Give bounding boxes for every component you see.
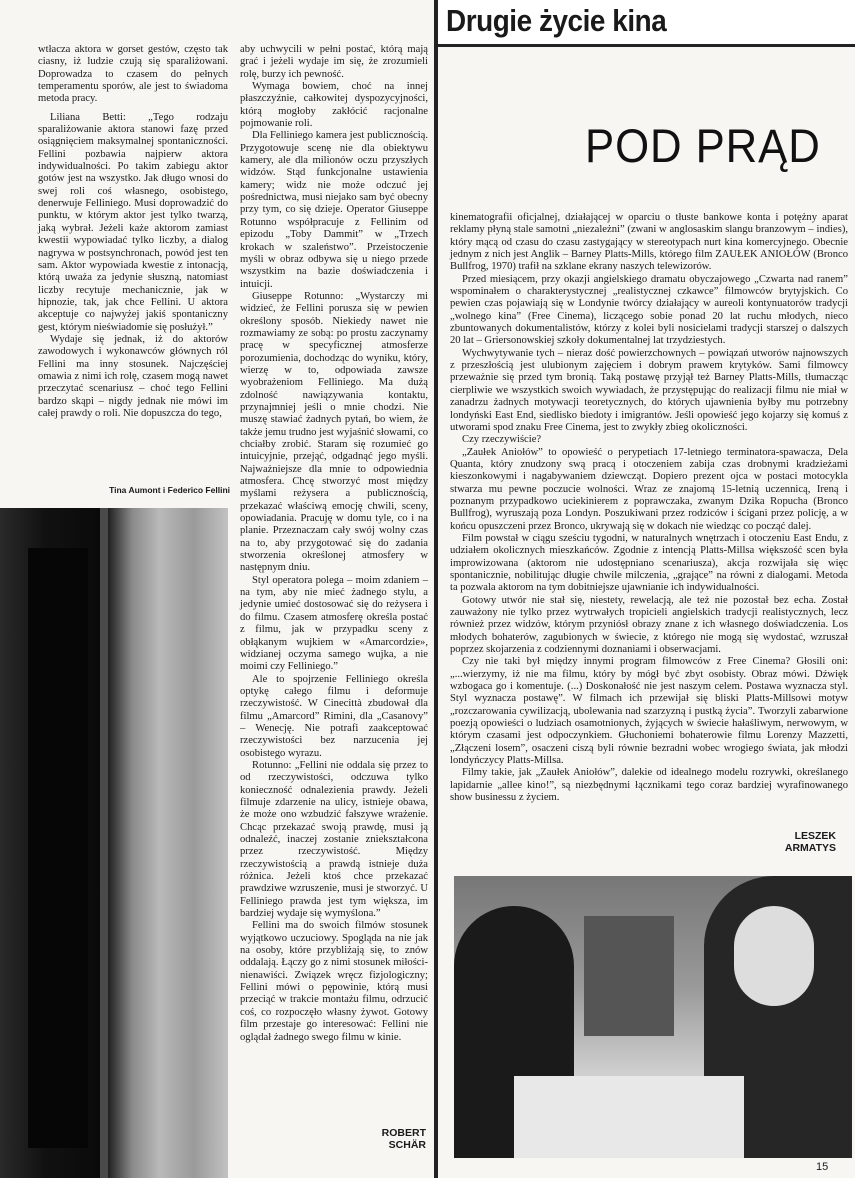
paragraph: Rotunno: „Fellini nie oddala się przez to od rzeczywistości, odczuwa tylko konieczność odnalezienia prawdy. Jeżeli filmuje zdarzenie na ulicy, istnieje obawa, że może ono wzbudzić fałszywe wrażenie. Chcąc przekazać swoją prawdę, musi ją odnaleźć, inaczej zostanie zniekształcona przez rzeczywistość. Między rzeczywistością a prawdą istnieje duża różnica. Jeżeli ktoś chce przekazać prawdziwe wzruszenie, musi je stworzyć. U Felliniego prawda jest tym większa, im bardziej wydaje się wymyślona.”	[240, 759, 428, 920]
paragraph: Film powstał w ciągu sześciu tygodni, w naturalnych wnętrzach i otoczeniu East Endu, z udziałem okolicznych mieszkańców. Zgodnie z intencją Platts-Millsa większość scen była improwizowana (aktorom nie udostępniano scenariusza), akcja rozwijała się więc spontanicznie, nobilitując długie chwile milczenia, „grające” na równi z dialogami. Metoda ta pozwala aktorom na tym dobitniejsze ujawnianie ich indywidualności.	[450, 532, 848, 594]
paragraph: Czy nie taki był między innymi program filmowców z Free Cinema? Głosili oni: „...wierzymy, iż nie ma filmu, który by mógł być zbyt osobisty. Obraz mówi. Dźwięk wzbogaca go i komentuje. (...) Doskonałość nie jest naszym celem. Postawa wyznacza styl. Styl wyznacza postawę”. W filmach ich przewijał się bliski Platts-Millsowi motyw „rozczarowania cywilizacją, ubolewania nad szarzyzną i pustką życia”. Tworzyli zabarwione poezją opowieści o ludziach osamotnionych, żyjących w świecie hałaśliwym, nerwowym, w którym czasami jest odpoczynkiem. Głuchoniemi bohaterowie filmu Lorenzy Mazzetti, „Złączeni losem”, osaczeni ciszą byli równie bezradni wobec wrogiego świata, jak młodzi londyńczycy Platts-Millsa.	[450, 656, 848, 767]
column-divider	[434, 0, 438, 1178]
author-signature	[340, 1127, 426, 1151]
paragraph: Fellini ma do swoich filmów stosunek wyjątkowo uczuciowy. Spogląda na nie jak na osoby, które przybliżają się, to znów oddalają. Łączy go z nimi stosunek miłości-nienawiści. Związek wręcz fizjologiczny; Fellini mówi o pępowinie, którą musi przeciąć w trakcie montażu filmu, odrzucić coś, co rozpoczęło własny żywot. Gotowy film przestaje go interesować: Fellini nie oglądał żadnego swego filmu w kinie.	[240, 920, 428, 1043]
header-rule	[438, 44, 855, 47]
left-column-1	[38, 44, 228, 420]
author-signature	[740, 830, 836, 854]
paragraph: Wydaje się jednak, iż do aktorów zawodowych i wykonawców głównych ról Fellini ma inny stosunek. Najczęściej omawia z nimi ich rolę, czasem mogą nawet przeczytać scenariusz – choć tego Fellini bardzo skąpi – nigdy jednak nie mówi im całej prawdy o roli. Nie dopuszcza do tego,	[38, 333, 228, 419]
paragraph: aby uchwycili w pełni postać, którą mają grać i jeżeli wydaje im się, że zrozumieli rolę, burzy ich pewność.	[240, 44, 428, 80]
photo-fellini	[0, 508, 228, 1178]
section-title: Drugie życie kina	[446, 3, 667, 38]
photo-edge	[100, 508, 108, 1178]
photo-table	[514, 1076, 744, 1158]
paragraph: kinematografii oficjalnej, działającej w oparciu o tłuste bankowe konta i potężny aparat reklamy płyną stale samotni „niezależni” (zwani w anglosaskim slangu branzowym – indies), który mącą od czasu do czasu zastygający w stereotypach nurt kina komercyjnego. Obecnie jednym z nich jest Anglik – Barney Platts-Mills, którego film ZAUŁEK ANIOŁÓW (Bronco Bullfrog, 1970) trafił na szklane ekrany naszych telewizorów.	[450, 212, 848, 273]
paragraph: „Zaułek Aniołów” to opowieść o perypetiach 17-letniego terminatora-spawacza, Dela Quanta, który znudzony swą pracą i otoczeniem zabija czas drobnymi kradzieżami kieszonkowymi i nagabywaniem dziewcząt. Dopiero prezent ojca w postaci motocykla stwarza mu pewne poczucie wolności. Wraz ze znajomą 15-letnią uczennicą, Ireną i poznanym przypadkowo uciekinierem z poprawczaka, zwanym Dzika Ropucha (Bronco Bullfrog), wyruszają poza Londyn. Poszukiwani przez rodziców i ścigani przez policję, a w końcu opuszczeni przez Bronco, ukrywają się w dokach nie wiedząc co począć dalej.	[450, 446, 848, 532]
paragraph: Dla Felliniego kamera jest publicznością. Przygotowuje scenę nie dla obiektywu kamery, ale dla milionów oczu przyszłych widzów. Stąd funkcjonalne ustawienia kamery; widz nie może odczuć jej pośrednictwa, musi niejako sam być obecny przy tym, co się dzieje. Operator Giuseppe Rotunno współpracuje z Fellinim od epizodu „Toby Dammit” w „Trzech krokach w szaleństwo”. Przeistoczenie myśli w obraz odbywa się u niego przede wszystkim na bazie doświadczenia i intuicji.	[240, 130, 428, 290]
author-last-name: ARMATYS	[784, 842, 836, 854]
paragraph: Styl operatora polega – moim zdaniem – na tym, aby nie mieć żadnego stylu, a jedynie umieć dostosować się do reżysera i do filmu. Czasem atmosferę określa postać z filmu, jak w przypadku sceny z obłąkanym wujkiem w «Amarcordzie», widzianej oczyma samego wujka, a nie moimi czy Felliniego.”	[240, 574, 428, 673]
paragraph: Liliana Betti: „Tego rodzaju sparaliżowanie aktora stanowi fazę przed osiągnięciem maksymalnej spontaniczności. Fellini pozbawia najpierw aktora indywidualności. Po takim zabiegu aktor gotów jest na wszystko. Jak długo wnosi do swej roli coś własnego, osobistego, denerwuje Felliniego. Musi doprowadzić do punktu, w którym aktor jest tylko twarzą, jaką wybrał. Jeżeli każe aktorom zamiast kwestii wypowiadać tylko liczby, a dialog nagrywa w postsynchronach, powód jest ten sam. Aktor wypowiada kwestie z intonacją, którą uważa za jedynie słuszną, natomiast liczby recytuje mechanicznie, jak w hipnozie, tak, jak chce Fellini. U aktora akceptuje co najwyżej jakiś spontaniczny gest, którym nieświadomie się posłużył.”	[38, 111, 228, 333]
author-first-name: LESZEK	[794, 830, 836, 842]
photo-face	[734, 906, 814, 1006]
photo-window	[584, 916, 674, 1036]
right-article-body	[450, 212, 848, 805]
article-headline: POD PRĄD	[585, 119, 821, 172]
paragraph: Wychwytywanie tych – nieraz dość powierzchownych – powiązań utworów najnowszych z przeszłością jest ulubionym zajęciem i dobrym prawem krytyków. Sami filmowcy przeważnie się przed tym bronią. Taką postawę przyjął też Barney Platts-Mills, tłumacząc cierpliwie we wszystkich swoich wywiadach, że przystępując do realizacji filmu nie miał w zanadrzu żadnych motywacji teoretycznych, do których ujawnienia byłby mu potrzebny londyński East End, siedlisko biedoty i imigrantów. Jeśli opowieść jego kojarzy się komuś z utworami spod znaku Free Cinema, jest to zwykły zbieg okoliczności.	[450, 347, 848, 433]
page-number: 15	[816, 1161, 829, 1173]
left-column-2	[240, 44, 428, 1044]
paragraph: Czy rzeczywiście?	[462, 434, 542, 446]
paragraph: Filmy takie, jak „Zaułek Aniołów”, dalekie od idealnego modelu rozrywki, określanego lapidarnie „allee kino!”, są niezbędnymi łącznikami tego coraz bardziej wyrafinowanego show businessu z życiem.	[450, 767, 848, 804]
paragraph: Giuseppe Rotunno: „Wystarczy mi widzieć, że Fellini porusza się w pewien określony sposób. Niekiedy nawet nie rozmawiamy ze sobą: po prostu zaczynamy pracę w specyficznej atmosferze porozumienia, dochodząc do wyniku, który, wierzę w to, odpowiada zawsze wyobrażeniom Felliniego. Ma dużą zdolność nawiązywania kontaktu, przynajmniej jeśli o mnie chodzi. Nie muszę stawiać żadnych pytań, bo wiem, że także jemu trudno jest wyjaśnić słowami, co chciałby zrobić. Staram się rozumieć go intuicyjnie, przejąć, odgadnąć jego myśli. Najważniejsze dla mnie to odpowiednia atmosfera. Chcę stworzyć most między myślami reżysera a publicznością, przekazać właściwą emocję chwili, sceny, opowiadania. Pracuję w domu tyle, co i na planie. Przeznaczam cały swój wolny czas na to, aby przygotować się do zadania stworzenia określonej atmosfery w następnym dniu.	[240, 290, 428, 574]
paragraph: Wymaga bowiem, choć na innej płaszczyźnie, całkowitej dyspozycyjności, którą mogłoby zakłócić racjonalne pojmowanie roli.	[240, 81, 428, 130]
film-still-photo	[454, 876, 852, 1158]
paragraph: Przed miesiącem, przy okazji angielskiego dramatu obyczajowego „Czwarta nad ranem” wspominałem o charakterystycznej „realistycznej czkawce” filmowców brytyjskich. Co pewien czas pojawiają się w Londynie twórcy działający w aureoli kontynuatorów tradycji „wolnego kina” (Free Cinema), liczącego sobie ponad 20 lat ruchu młodych, nieco zbuntowanych dokumentalistów, którzy z kolei byli nosicielami tradycji starszej o dalszych 20 lat – Griersonowskiej szkoły dokumentalnej lat trzydziestych.	[450, 273, 848, 347]
photo-caption: Tina Aumont i Federico Fellini	[109, 485, 230, 495]
author-first-name: ROBERT	[381, 1127, 426, 1139]
author-last-name: SCHÄR	[388, 1139, 426, 1151]
paragraph: wtłacza aktora w gorset gestów, często tak ciasny, iż ludzie czują się sparaliżowani. Doprowadza to czasem do pełnych temperamentu sporów, ale jest to świadoma metoda pracy.	[38, 44, 228, 105]
paragraph: Ale to spojrzenie Felliniego określa optykę całego filmu i deformuje rzeczywistość. W Cinecittà zbudował dla filmu „Amarcord” Rimini, dla „Casanovy” – Wenecję. Nie potrafi zaakceptować rzeczywistości bez narzucenia jej osobistego wyrazu.	[240, 673, 428, 759]
paragraph: Gotowy utwór nie stał się, niestety, rewelacją, ale też nie pozostał bez echa. Został zauważony nie tylko przez wytrwałych tropicieli angielskich tradycji realistycznych, lecz również przez widzów, którym przyniósł obrazy znane z ich własnego doświadczenia. Los młodych bohaterów, zagubionych w świecie, z którego nie mogą się wydostać, wzruszał poprzez skojarzenia z codziennymi doznaniami i obserwacjami.	[450, 594, 848, 656]
photo-shadow	[28, 548, 88, 1148]
